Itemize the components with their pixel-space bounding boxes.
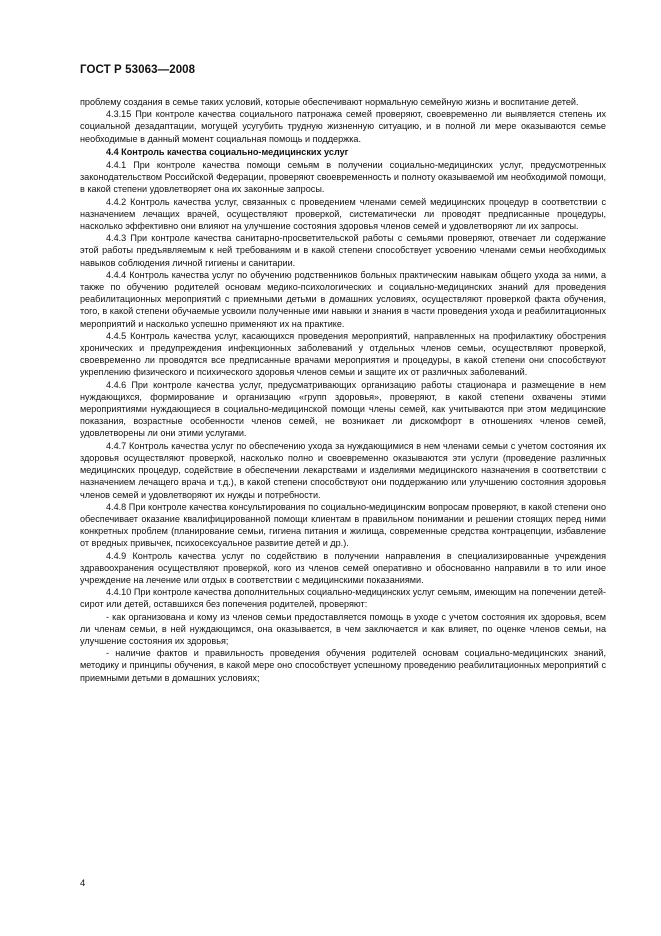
paragraph-4-4-9: 4.4.9 Контроль качества услуг по содействию в получении направления в специализированные учреждения здравоохранения осуществляют проверкой, кого из членов семей оперативно и обоснованно направили в то или иное учреждение на лечение или отдых в соответствии с медицинскими показаниями. (80, 550, 606, 585)
list-item: - наличие фактов и правильность проведения обучения родителей основам социально-медицинских знаний, методику и принципы обучения, в какой мере оно способствует успешному проведению реабилитационных мероприятий с приемными детьми в домашних условиях; (80, 648, 606, 683)
paragraph-4-4-6: 4.4.6 При контроле качества услуг, предусматривающих организацию работы стационара и размещение в нем нуждающихся, формирование и организацию «групп здоровья», проверяют, в какой степени охвачены этими мероприятиями нуждающиеся в социально-медицинской помощи члены семей, как учитываются при этом медицинские показания, возрастные особенности членов семей, не возникает ли дискомфорт в отношениях членов семей, удовлетворены ли они этими услугами. (80, 379, 606, 439)
paragraph-4-4-4: 4.4.4 Контроль качества услуг по обучению родственников больных практическим навыкам общего ухода за ними, а также по обучению родителей основам медико-психологических и социально-медицинских знаний для проведения реабилитационных мероприятий с приемными детьми в домашних условиях, осуществляют проверкой факта обучения, того, в какой степени обучаемые усвоили полученные ими навыки и знания в части проведения ухода и реабилитационных мероприятий и насколько успешно применяют их на практике. (80, 269, 606, 329)
paragraph-4-3-15: 4.3.15 При контроле качества социального патронажа семей проверяют, своевременно ли выявляется степень их социальной дезадаптации, могущей усугубить трудную жизненную ситуацию, и в полной ли мере оказываются семье необходимые в данный момент социальная помощь и поддержка. (80, 109, 606, 144)
paragraph-4-4-7: 4.4.7 Контроль качества услуг по обеспечению ухода за нуждающимися в нем членами семьи с учетом состояния их здоровья осуществляют проверкой, насколько полно и своевременно оказываются эти услуги (проведение различных медицинских процедур, содействие в обеспечении лекарствами и изделиями медицинского назначения в соответствии с назначением лечащего врача и т.д.), в какой степени способствуют они поддержанию или улучшению состояния здоровья членов семей и удовлетворяют их нужды и потребности. (80, 440, 606, 500)
list-item: - как организована и кому из членов семьи предоставляется помощь в уходе с учетом состояния их здоровья, всем ли членам семьи, в ней нуждающимся, она оказывается, в чем заключается и как влияет, по оценке членов семьи, на улучшение состояния их здоровья; (80, 611, 606, 646)
document-body (80, 96, 606, 684)
paragraph-4-4-8: 4.4.8 При контроле качества консультирования по социально-медицинским вопросам проверяют, в какой степени оно обеспечивает оказание квалифицированной помощи клиентам в правильном понимании и решении стоящих перед ними конкретных проблем (планирование семьи, гигиена питания и жилища, современные средства контрацепции, избавление от вредных привычек, психосексуальное развитие детей и др.). (80, 501, 606, 549)
paragraph-4-4-2: 4.4.2 Контроль качества услуг, связанных с проведением членами семей медицинских процедур в соответствии с назначением лечащих врачей, осуществляют проверкой, систематически ли проводят предписанные процедуры, насколько эффективно они влияют на улучшение состояния здоровья членов семей и удовлетворяют ли их запросы. (80, 196, 606, 232)
page-number: 4 (80, 878, 86, 889)
section-heading-4-4: 4.4 Контроль качества социально-медицинских услуг (106, 146, 349, 157)
paragraph-4-4-5: 4.4.5 Контроль качества услуг, касающихся проведения мероприятий, направленных на профилактику обострения хронических и предупреждения инфекционных заболеваний у отдельных членов семьи, осуществляют проверкой, своевременно ли проводятся все предписанные врачами мероприятия и процедуры, в какой степени они способствуют укреплению физического и психического здоровья членов семьи и защите их от различных заболеваний. (80, 330, 606, 378)
paragraph-4-4-10: 4.4.10 При контроле качества дополнительных социально-медицинских услуг семьям, имеющим на попечении детей-сирот или детей, оставшихся без попечения родителей, проверяют: (80, 587, 606, 610)
paragraph-4-4-3: 4.4.3 При контроле качества санитарно-просветительской работы с семьями проверяют, отвечает ли содержание этой работы предъявляемым к ней требованиям и в какой степени способствует усвоению членами семьи необходимых навыков соблюдения личной гигиены и санитарии. (80, 233, 606, 268)
paragraph-continuation: проблему создания в семье таких условий, которые обеспечивают нормальную семейную жизнь и воспитание детей. (80, 97, 579, 107)
document-header: ГОСТ Р 53063—2008 (80, 64, 196, 76)
paragraph-4-4-1: 4.4.1 При контроле качества помощи семьям в получении социально-медицинских услуг, предусмотренных законодательством Российской Федерации, проверяют своевременность и полноту оказываемой им необходимой помощи, в какой степени удовлетворяет она их законные запросы. (80, 160, 606, 195)
